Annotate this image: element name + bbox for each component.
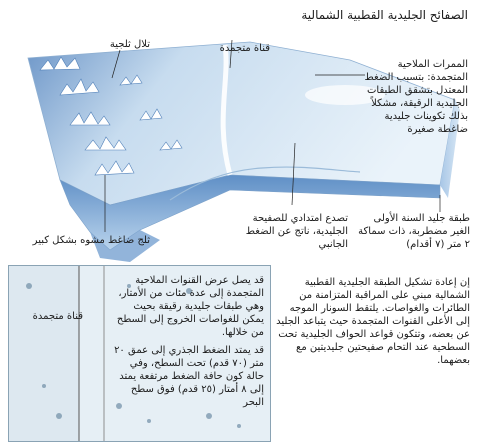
label-extension-crack: تصدع امتدادي للصفيحة الجليدية، ناتج عن الضغط الجانبي xyxy=(245,213,348,250)
page-title: الصفائح الجليدية القطبية الشمالية xyxy=(301,8,468,22)
photo-label-frozen-channel: قناة متجمدة xyxy=(32,311,83,322)
label-frozen-lanes: الممرات الملاحية المتجمدة: بتسبب الضغط المعتدل بتشقق الطبقات الجليدية الرقيقة، مشكلاً بذلك تكوينات جليدية ضاغطة صغيرة xyxy=(364,59,468,135)
label-first-year-ice: طبقة جليد السنة الأولى الغير مضطربة، ذات سماكة ٢ متر (٧ أقدام) xyxy=(358,213,470,250)
underwater-photo xyxy=(8,265,271,442)
photo-text-pressure: قد يمتد الضغط الجذري إلى عمق ٢٠ متر (٧٠ قدم) تحت السطح، وفي حالة كون حافة الضغط مرتفعة يمتد إلى ٨ أمتار (٢٥ قدم) فوق سطح البحر xyxy=(114,345,264,408)
body-text: إن إعادة تشكيل الطبقة الجليدية القطبية الشمالية مبني على المراقبة المتزامنة من الطائرات والغواصات. يلتقط السونار الموجه إلى الأعلى القنوات المتجمدة حيث يتباعد الجليد عن بعضه، وتتكون قواعد الحواف الجليدية تحت السطحية عند التحام صفيحتين جليديتين مع بعضهما. xyxy=(276,277,470,366)
label-ice-hills: تلال ثلجية xyxy=(109,39,150,50)
label-distorted-ice: ثلج ضاغط مشوه بشكل كبير xyxy=(32,235,150,246)
label-frozen-channel: قناة متجمدة xyxy=(219,43,270,54)
photo-text-channels: قد يصل عرض القنوات الملاحية المتجمدة إلى عدة مئات من الأمتار، وهي طبقات جليدية رقيقة بحيث يمكن للغواصات الخروج إلى السطح من خلالها. xyxy=(116,275,264,338)
